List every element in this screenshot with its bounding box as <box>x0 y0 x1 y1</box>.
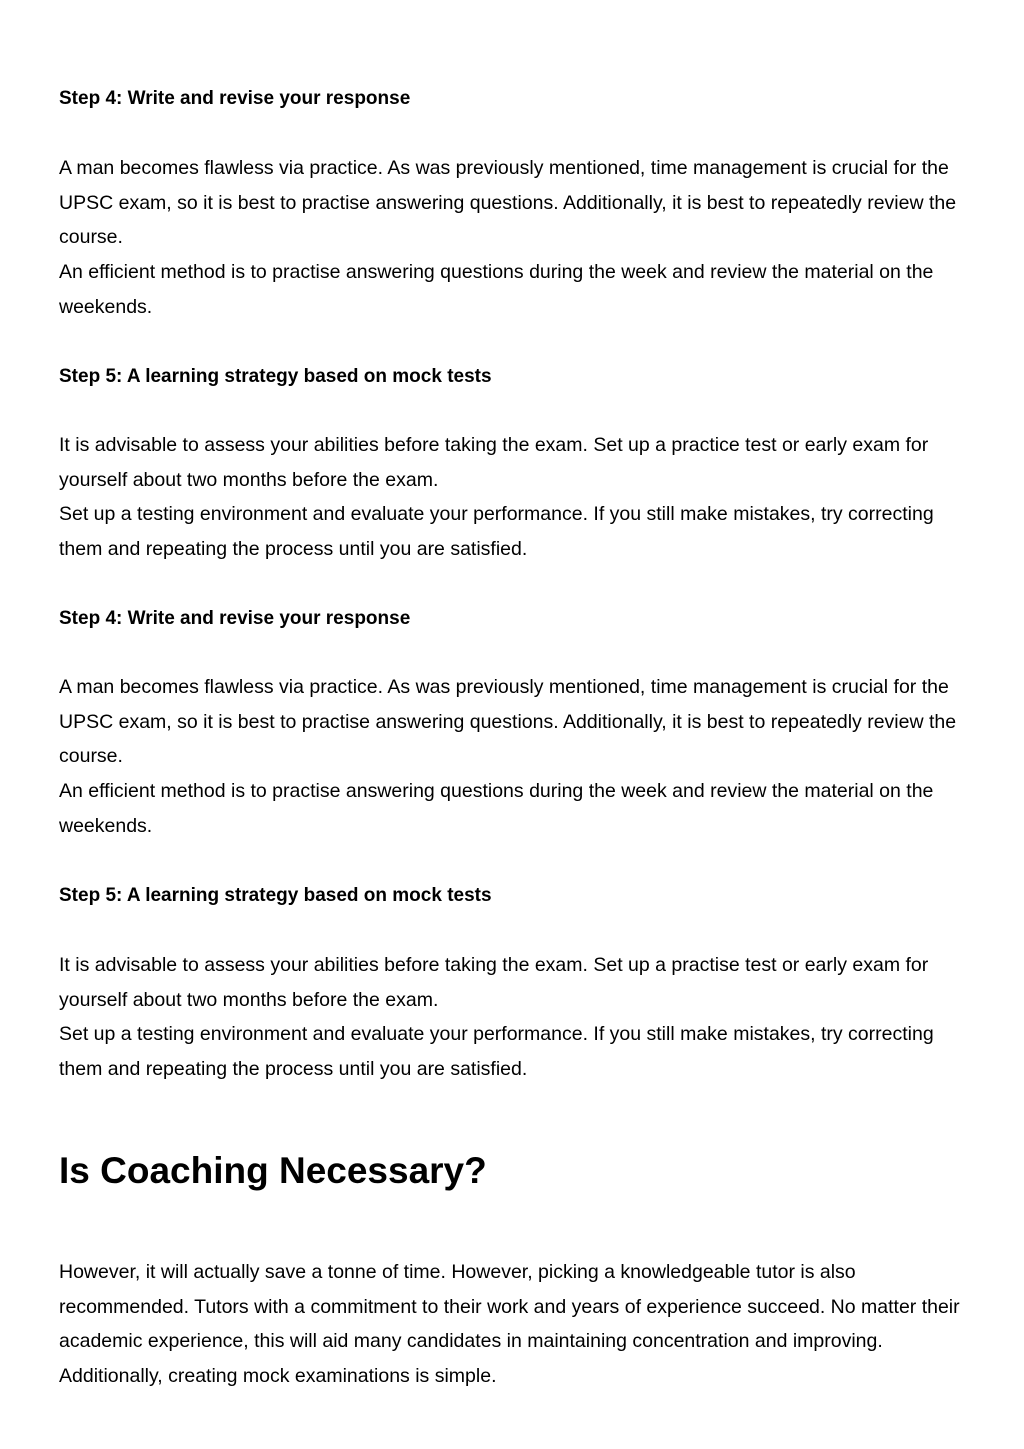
coaching-body <box>59 1255 979 1394</box>
step-body <box>59 670 979 844</box>
paragraph: A man becomes flawless via practice. As was previously mentioned, time management is crucial for the UPSC exam, so it is best to practise answering questions. Additionally, it is best to repeatedly review the course. <box>59 157 957 249</box>
paragraph: Set up a testing environment and evaluate your performance. If you still make mistakes, try correcting them and repeating the process until you are satisfied. <box>59 1023 934 1081</box>
paragraph: An efficient method is to practise answering questions during the week and review the material on the weekends. <box>59 261 934 318</box>
paragraph: Set up a testing environment and evaluate your performance. If you still make mistakes, try correcting them and repeating the process until you are satisfied. <box>59 503 934 561</box>
paragraph: An efficient method is to practise answering questions during the week and review the material on the weekends. <box>59 780 934 837</box>
step-heading: Step 5: A learning strategy based on mock tests <box>59 366 492 387</box>
step-heading: Step 4: Write and revise your response <box>59 88 411 109</box>
section-title: Is Coaching Necessary? <box>59 1150 487 1191</box>
step-body <box>59 428 979 567</box>
paragraph: A man becomes flawless via practice. As was previously mentioned, time management is crucial for the UPSC exam, so it is best to practise answering questions. Additionally, it is best to repeatedly review the course. <box>59 676 957 768</box>
step-heading: Step 5: A learning strategy based on mock tests <box>59 885 492 906</box>
paragraph: It is advisable to assess your abilities before taking the exam. Set up a practise test or early exam for yourself about two months before the exam. <box>59 954 929 1011</box>
step-heading: Step 4: Write and revise your response <box>59 608 411 629</box>
step-body <box>59 948 979 1087</box>
step-body <box>59 151 979 325</box>
paragraph: It is advisable to assess your abilities before taking the exam. Set up a practice test or early exam for yourself about two months before the exam. <box>59 434 929 491</box>
paragraph: However, it will actually save a tonne of time. However, picking a knowledgeable tutor is also recommended. Tutors with a commitment to their work and years of experience succeed. No matter their academic experience, this will aid many candidates in maintaining concentration and improving. Additionally, creating mock examinations is simple. <box>59 1261 960 1388</box>
